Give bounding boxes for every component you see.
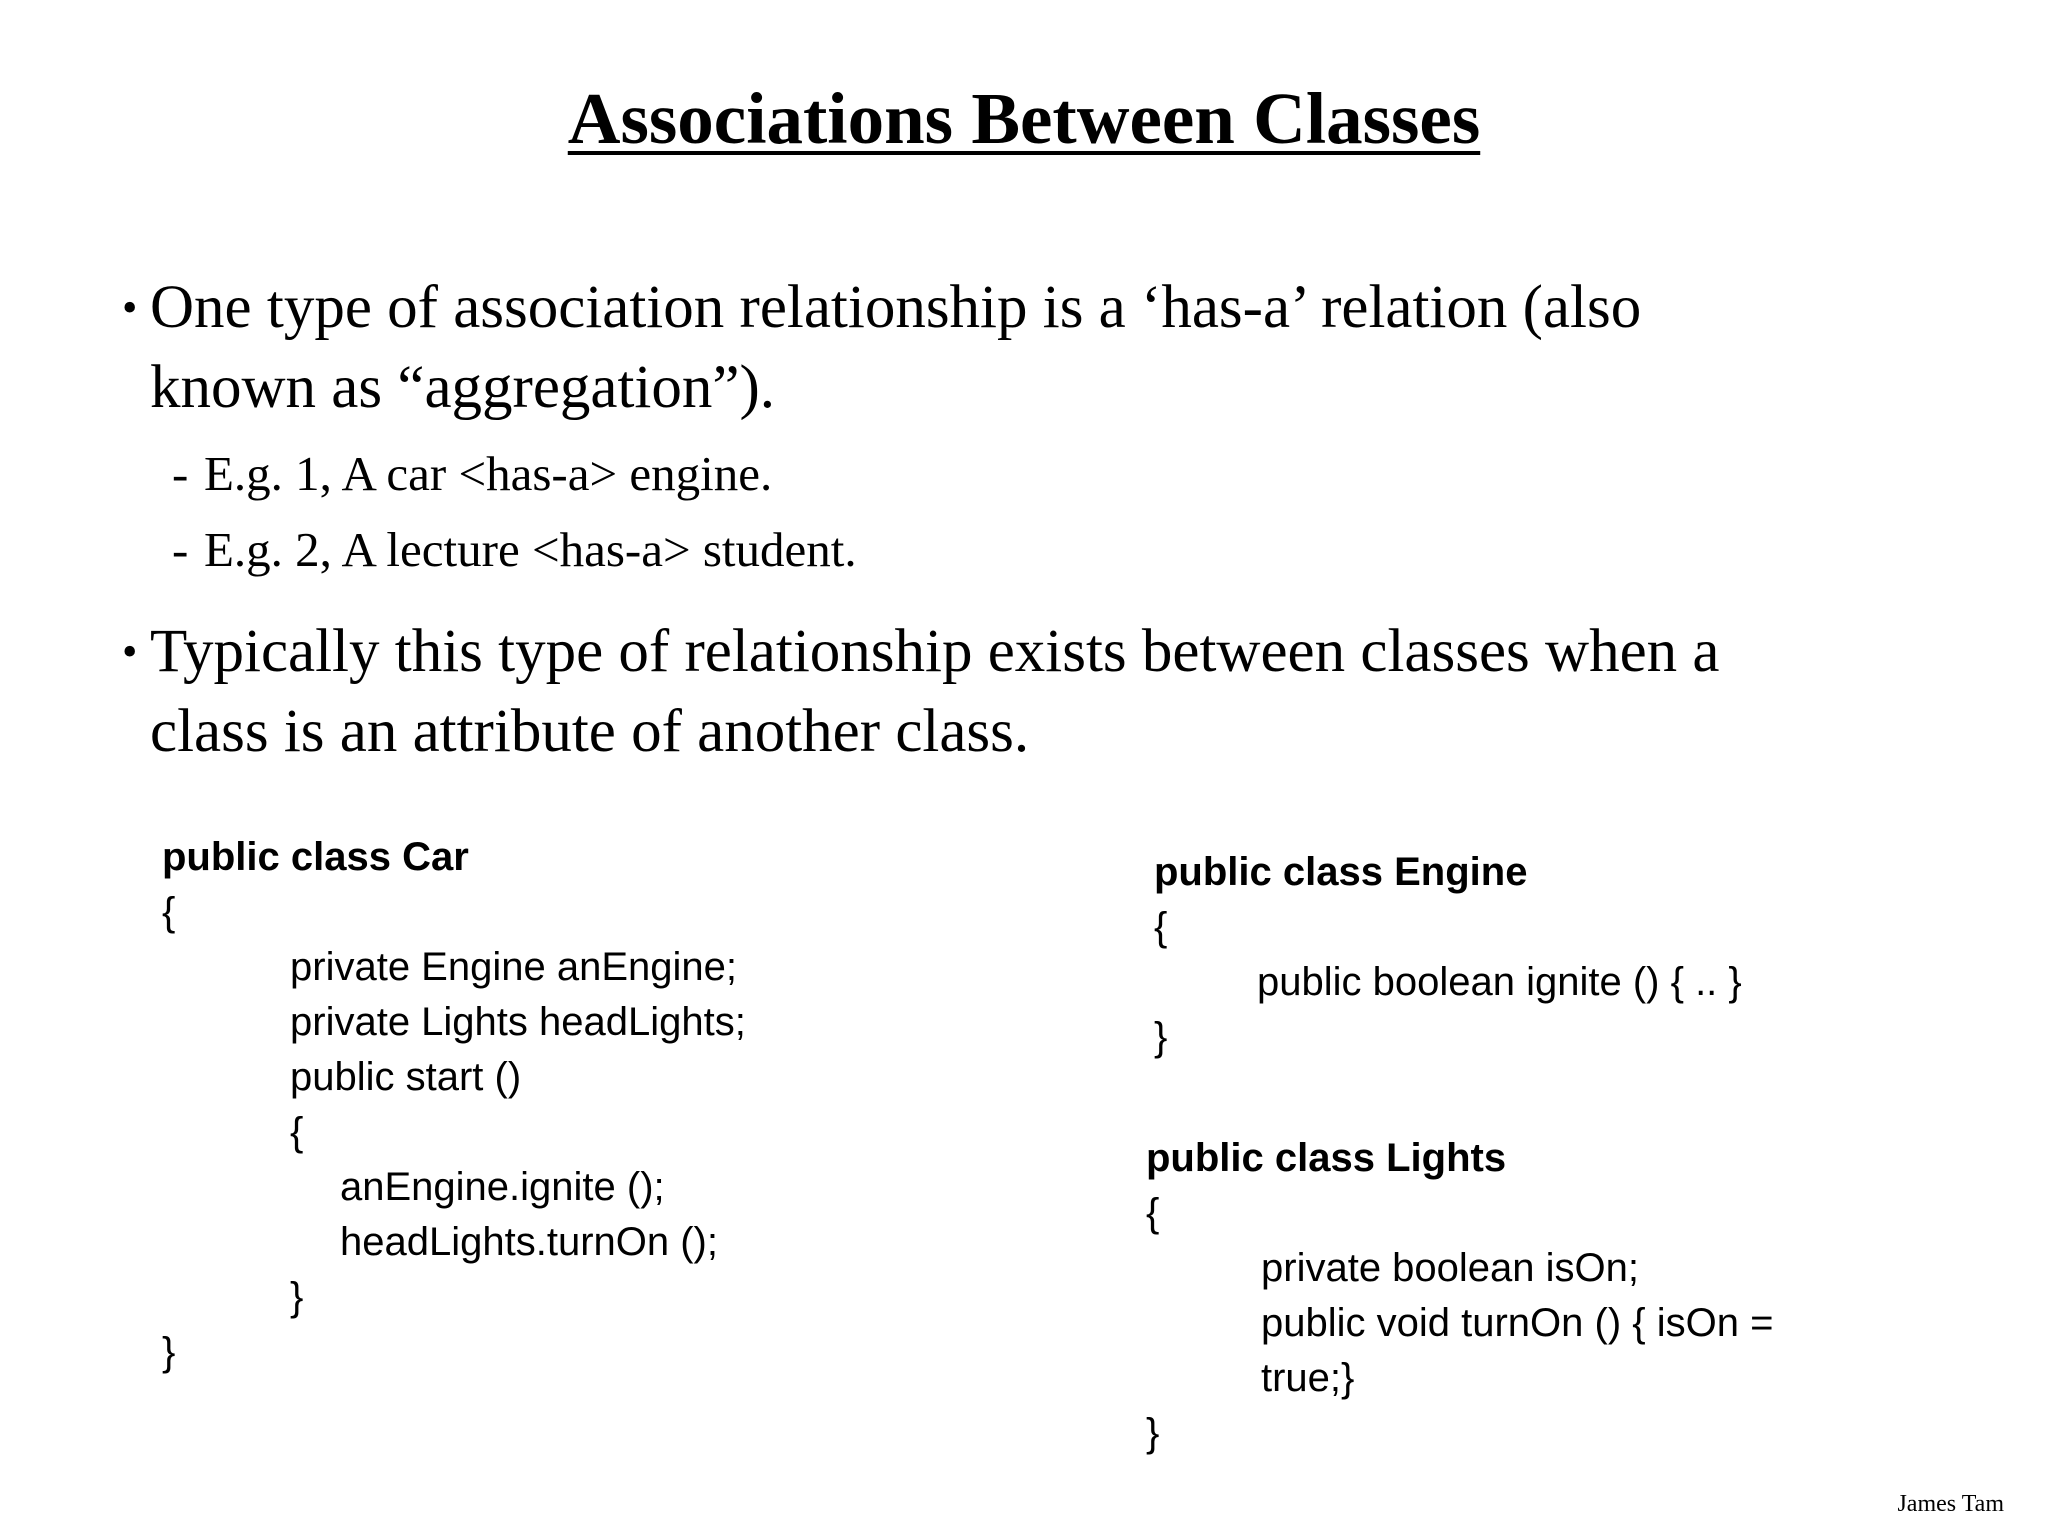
code-line: headLights.turnOn (); (340, 1220, 718, 1264)
code-block-lights (1146, 1131, 1773, 1461)
code-line: private Engine anEngine; (290, 945, 737, 989)
code-block-car (162, 830, 746, 1380)
code-line: public boolean ignite () { .. } (1257, 960, 1742, 1004)
bullet-icon: • (122, 283, 138, 332)
sub-bullet (172, 520, 857, 580)
code-line: } (290, 1275, 304, 1319)
code-line: } (162, 1330, 176, 1374)
bullet-text-line: One type of association relationship is a ‘has-a’ relation (also (150, 274, 1642, 341)
code-class-header: public class Engine (1154, 850, 1528, 894)
sub-bullet (172, 444, 772, 504)
dash-icon: - (172, 522, 189, 577)
bullet-text-line: Typically this type of relationship exists between classes when a (150, 618, 1720, 685)
code-line: { (1154, 905, 1168, 949)
code-line: { (1146, 1191, 1160, 1235)
code-line: { (290, 1110, 304, 1154)
bullet-icon: • (122, 627, 138, 676)
footer-author: James Tam (1897, 1491, 2004, 1517)
code-block-engine (1154, 845, 1742, 1065)
code-line: private boolean isOn; (1261, 1246, 1640, 1290)
bullet-text-line: known as “aggregation”). (150, 354, 776, 421)
code-line: anEngine.ignite (); (340, 1165, 665, 1209)
code-line: public start () (290, 1055, 522, 1099)
code-class-header: public class Car (162, 835, 469, 879)
bullet-text-line: class is an attribute of another class. (150, 698, 1030, 765)
bullet-point (122, 268, 2002, 428)
dash-icon: - (172, 446, 189, 501)
bullet-point (122, 612, 2002, 772)
code-line: private Lights headLights; (290, 1000, 746, 1044)
code-line: public void turnOn () { isOn = (1261, 1301, 1774, 1345)
code-line: true;} (1261, 1356, 1355, 1400)
code-class-header: public class Lights (1146, 1136, 1507, 1180)
code-line: } (1146, 1411, 1160, 1455)
sub-bullet-text: E.g. 2, A lecture <has-a> student. (204, 522, 857, 577)
slide-title: Associations Between Classes (567, 78, 1481, 159)
code-line: } (1154, 1015, 1168, 1059)
sub-bullet-text: E.g. 1, A car <has-a> engine. (204, 446, 773, 501)
code-line: { (162, 890, 176, 934)
